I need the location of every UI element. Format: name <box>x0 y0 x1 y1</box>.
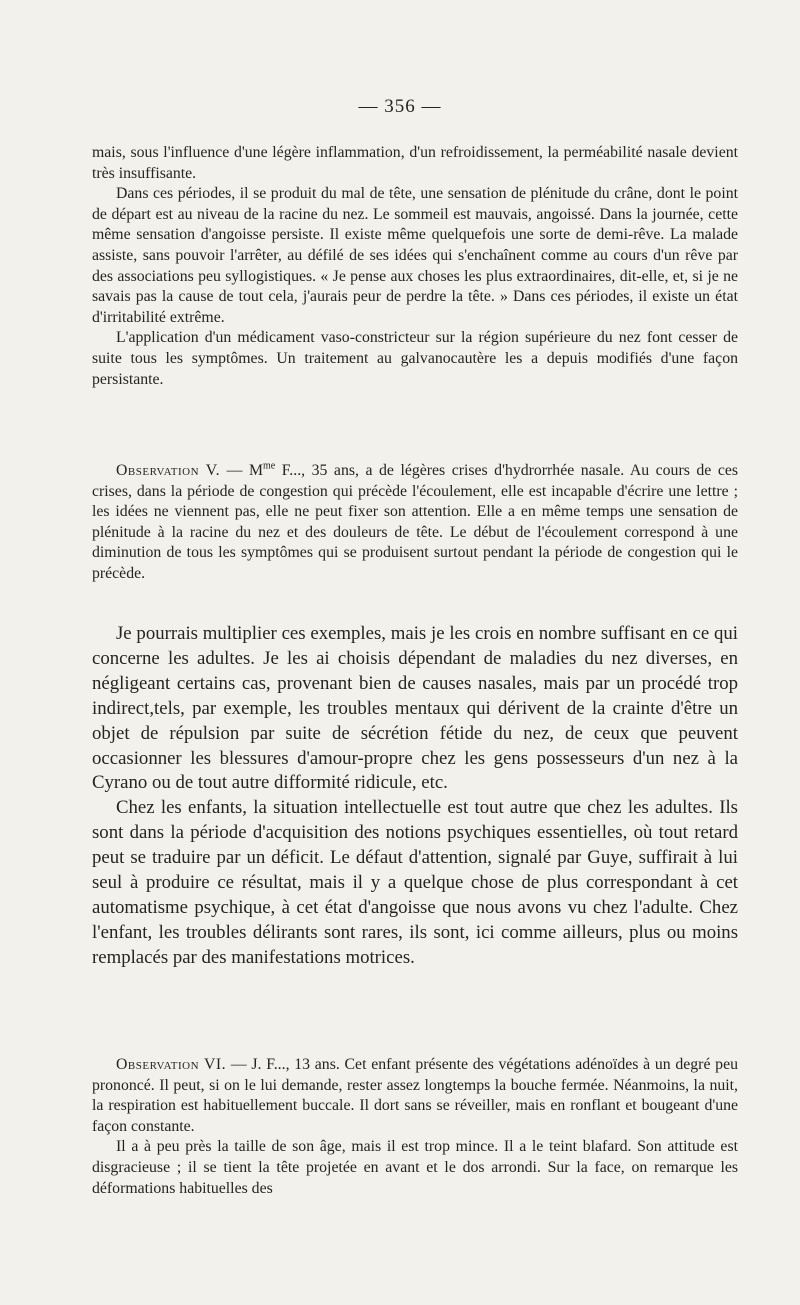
observation-text: F..., 35 ans, a de légères crises d'hydrorrhée nasale. Au cours de ces crises, dans la période de congestion qui précède l'écoulement, elle est incapable d'écrire une lettre ; les idées ne viennent pas, elle ne peut fixer son attention. Elle a en même temps une sensation de plénitude à la racine du nez et des douleurs de tête. Le début de l'écoulement correspond à une diminution de tous les symptômes qui se produisent surtout pendant la période de congestion qui le précède. <box>92 462 738 582</box>
observation-heading: Observation VI. <box>116 1056 227 1073</box>
paragraph: Dans ces périodes, il se produit du mal de tête, une sensation de plénitude du crâne, dont le point de départ est au niveau de la racine du nez. Le sommeil est mauvais, angoissé. Dans la journée, cette même sensation d'angoisse persiste. Il existe même quelquefois une sorte de demi-rêve. La malade assiste, sans pouvoir l'arrêter, au défilé de ses idées qui s'enchaînent comme au cours d'un rêve par des associations peu syllogistiques. « Je pense aux choses les plus extraordinaires, dit-elle, et, si je ne savais pas la cause de tout cela, j'aurais peur de perdre la tête. » Dans ces périodes, il existe un état d'irritabilité extrême. <box>92 185 738 326</box>
paragraph: L'application d'un médicament vaso-constricteur sur la région supérieure du nez font cesser de suite tous les symptômes. Un traitement au galvanocautère les a depuis modifiés d'une façon persistante. <box>92 329 738 388</box>
paragraph <box>92 461 738 585</box>
section-case-continuation <box>92 143 738 390</box>
paragraph <box>92 1055 738 1137</box>
paragraph: Chez les enfants, la situation intellectuelle est tout autre que chez les adultes. Ils sont dans la période d'acquisition des notions psychiques essentielles, où tout retard peut se traduire par un déficit. Le défaut d'attention, signalé par Guye, suffirait à lui seul à produire ce résultat, mais il y a quelque chose de plus correspondant à cet automatisme psychique, à cet état d'angoisse que nous avons vu chez l'adulte. Chez l'enfant, les troubles délirants sont rares, ils sont, ici comme ailleurs, plus ou moins remplacés par des manifestations motrices. <box>92 797 738 968</box>
observation-heading: Observation V. <box>116 462 221 479</box>
section-observation-5 <box>92 461 738 585</box>
observation-text: — M <box>220 462 264 479</box>
paragraph: Il a à peu près la taille de son âge, mais il est trop mince. Il a le teint blafard. Son attitude est disgracieuse ; il se tient la tête projetée en avant et le dos arrondi. Sur la face, on remarque les déformations habituelles des <box>92 1138 738 1197</box>
paragraph: Je pourrais multiplier ces exemples, mais je les crois en nombre suffisant en ce qui concerne les adultes. Je les ai choisis dépendant de maladies du nez diverses, en négligeant certains cas, provenant bien de causes nasales, mais par un procédé trop indirect,tels, par exemple, les troubles mentaux qui dérivent de la crainte d'être un objet de répulsion par suite de sécrétion fétide du nez, de ceux que peuvent occasionner les blessures d'amour-propre chez les gens possesseurs d'un nez à la Cyrano ou de tout autre difformité ridicule, etc. <box>92 623 738 794</box>
section-observation-6 <box>92 1055 738 1199</box>
page-number: — 356 — <box>358 96 442 117</box>
observation-text: — J. F..., 13 ans. Cet enfant présente des végétations adénoïdes à un degré peu prononcé. Il peut, si on le lui demande, rester assez longtemps la bouche fermée. Néanmoins, la nuit, la respiration est habituellement buccale. Il dort sans se réveiller, mais en ronflant et bougeant d'une façon constante. <box>92 1056 738 1135</box>
paragraph: mais, sous l'influence d'une légère inflammation, d'un refroidissement, la perméabilité nasale devient très insuffisante. <box>92 144 738 182</box>
superscript: me <box>263 460 276 472</box>
section-main-text <box>92 622 738 971</box>
